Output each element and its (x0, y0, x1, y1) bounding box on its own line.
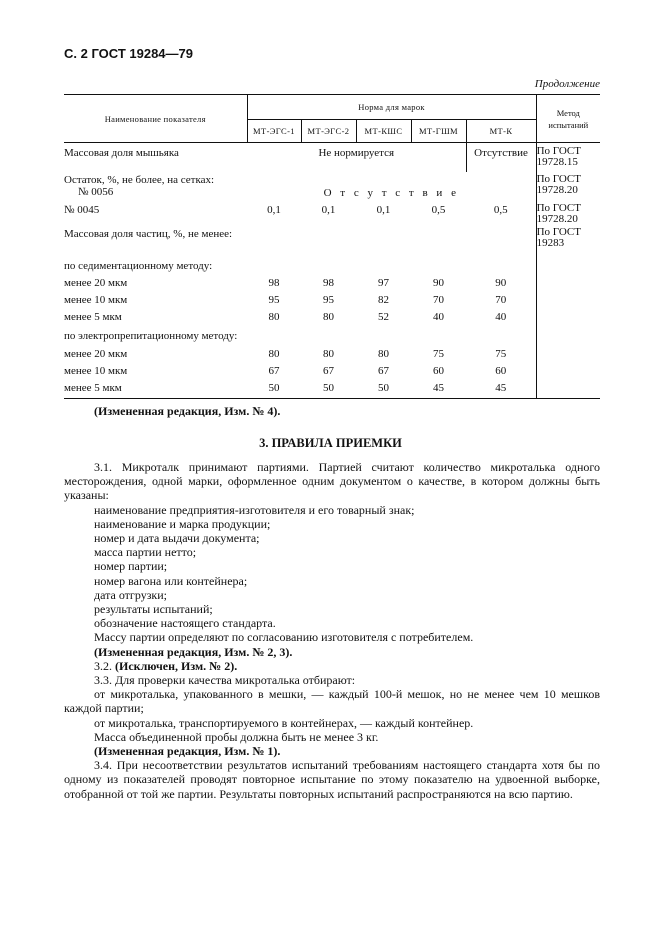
cell-value: 80 (323, 348, 334, 360)
table-row (64, 293, 600, 310)
list-item: обозначение настоящего стандарта. (94, 616, 276, 631)
page-header: С. 2 ГОСТ 19284—79 (64, 46, 193, 61)
method-cell: По ГОСТ 19728.20 (536, 173, 581, 196)
paragraph: Массу партии определяют по согласованию изготовителя с потребителем. (94, 630, 474, 645)
paragraph: от микроталька, транспортируемого в контейнерах, — каждый контейнер. (94, 715, 474, 730)
cell-value: О т с у т с т в и е (247, 172, 536, 203)
brand-header: МТ-К (466, 120, 536, 143)
list-item: номер и дата выдачи документа; (94, 531, 260, 546)
table-row (64, 276, 600, 293)
header-indicator: Наименование показателя (64, 95, 247, 143)
brand-header: МТ-ЭГС-1 (247, 120, 301, 143)
table-row (64, 172, 600, 203)
cell-value: 70 (433, 294, 444, 306)
paragraph: Масса объединенной пробы должна быть не менее 3 кг. (94, 729, 379, 744)
cell-value: 45 (466, 381, 536, 399)
list-item: номер вагона или контейнера; (94, 573, 248, 588)
cell-value: 80 (323, 311, 334, 323)
row-label: менее 20 мкм (64, 348, 128, 360)
cell-value: 67 (323, 365, 334, 377)
cell-value: 52 (378, 311, 389, 323)
cell-value: 82 (378, 294, 389, 306)
cell-value: 0,1 (267, 204, 281, 216)
cell-value: Не нормируется (318, 147, 395, 159)
header-method: Метод испытаний (536, 95, 600, 143)
row-label: менее 20 мкм (64, 277, 128, 289)
cell-value: 75 (433, 348, 444, 360)
cell-value: 80 (268, 348, 280, 360)
continuation-label: Продолжение (534, 78, 600, 90)
row-label: менее 10 мкм (64, 294, 128, 306)
norms-table (64, 94, 600, 399)
section-body (64, 460, 600, 801)
cell-value: 0,5 (431, 204, 446, 216)
row-label: менее 10 мкм (64, 365, 128, 377)
table-row (64, 227, 600, 253)
row-label: № 0045 (64, 204, 100, 216)
cell-value: 67 (378, 365, 389, 377)
table-row (64, 310, 600, 327)
cell-value: 0,1 (376, 204, 391, 216)
row-label: менее 5 мкм (64, 381, 247, 399)
table-row (64, 327, 600, 347)
residue-label: Остаток, %, не более, на сетках: (64, 174, 215, 186)
sieve-label: № 0056 (78, 186, 114, 198)
cell-value: 80 (268, 311, 280, 323)
table-row (64, 364, 600, 381)
cell-value: 60 (466, 364, 536, 381)
brand-header: МТ-ЭГС-2 (301, 120, 356, 143)
cell-value: 90 (433, 277, 444, 289)
paragraph: 3.1. Микроталк принимают партиями. Партией считают количество микроталька одного месторождения, одной марки, оформленное одним документом о качестве, в котором должны быть указаны: (64, 460, 600, 503)
amendment-note: (Измененная редакция, Изм. № 2, 3). (94, 644, 293, 659)
brand-header: МТ-КШС (356, 120, 411, 143)
cell-value: 70 (466, 293, 536, 310)
cell-value: 97 (378, 277, 389, 289)
cell-value: 60 (433, 365, 444, 377)
clause-text: (Исключен, Изм. № 2). (115, 658, 238, 673)
cell-value: 40 (466, 310, 536, 327)
section-title: 3. ПРАВИЛА ПРИЕМКИ (259, 436, 402, 450)
brand-header: МТ-ГШМ (411, 120, 466, 143)
clause-number: 3.2. (94, 658, 112, 673)
paragraph: от микроталька, упакованного в мешки, — каждый 100-й мешок, но не менее чем 10 мешков каждой партии; (64, 687, 600, 716)
cell-value: 95 (323, 294, 334, 306)
cell-value: 75 (466, 347, 536, 364)
row-label: по седиментационному методу: (64, 260, 213, 272)
table-row (64, 253, 600, 276)
cell-value: 45 (411, 381, 466, 399)
list-item: результаты испытаний; (94, 602, 213, 617)
list-item: дата отгрузки; (94, 587, 168, 602)
paragraph: 3.3. Для проверки качества микроталька отбирают: (94, 673, 356, 688)
cell-value: 90 (466, 276, 536, 293)
amendment-note: (Измененная редакция, Изм. № 1). (94, 744, 281, 759)
method-cell: По ГОСТ 19283 (536, 226, 581, 249)
cell-value: Отсутствие (466, 143, 536, 173)
list-item: номер партии; (94, 559, 168, 574)
cell-value: 95 (268, 294, 280, 306)
table-row (64, 347, 600, 364)
cell-value: 0,5 (466, 203, 536, 227)
row-label: по электропрепитационному методу: (64, 330, 238, 342)
cell-value: 50 (301, 381, 356, 399)
table-row (64, 143, 600, 173)
header-norm: Норма для марок (247, 95, 536, 120)
row-label: менее 5 мкм (64, 311, 122, 323)
cell-value: 0,1 (321, 204, 336, 216)
paragraph (64, 659, 600, 673)
list-item: наименование и марка продукции; (94, 516, 271, 531)
cell-value: 50 (247, 381, 301, 399)
cell-value: 98 (323, 277, 334, 289)
cell-value: 80 (378, 348, 389, 360)
method-cell: По ГОСТ 19728.20 (536, 202, 581, 225)
row-label: Массовая доля частиц, %, не менее: (64, 228, 233, 240)
cell-value: 98 (268, 277, 280, 289)
cell-value: 40 (433, 311, 444, 323)
list-item: наименование предприятия-изготовителя и его товарный знак; (94, 502, 415, 517)
row-label (64, 172, 247, 203)
cell-value: 50 (356, 381, 411, 399)
cell-value: 67 (268, 365, 280, 377)
amendment-note: (Измененная редакция, Изм. № 4). (94, 404, 281, 418)
table-row (64, 203, 600, 227)
method-cell: По ГОСТ 19728.15 (536, 145, 581, 168)
row-label: Массовая доля мышьяка (64, 147, 179, 159)
table-row (64, 381, 600, 399)
list-item: масса партии нетто; (94, 545, 197, 560)
paragraph: 3.4. При несоответствии результатов испытаний требованиям настоящего стандарта хотя бы по одному из показателей проводят повторное испытание по этому показателю на удвоенной выборке, отобранной от той же партии. Результаты повторных испытаний распространяются на всю партию. (64, 758, 600, 801)
